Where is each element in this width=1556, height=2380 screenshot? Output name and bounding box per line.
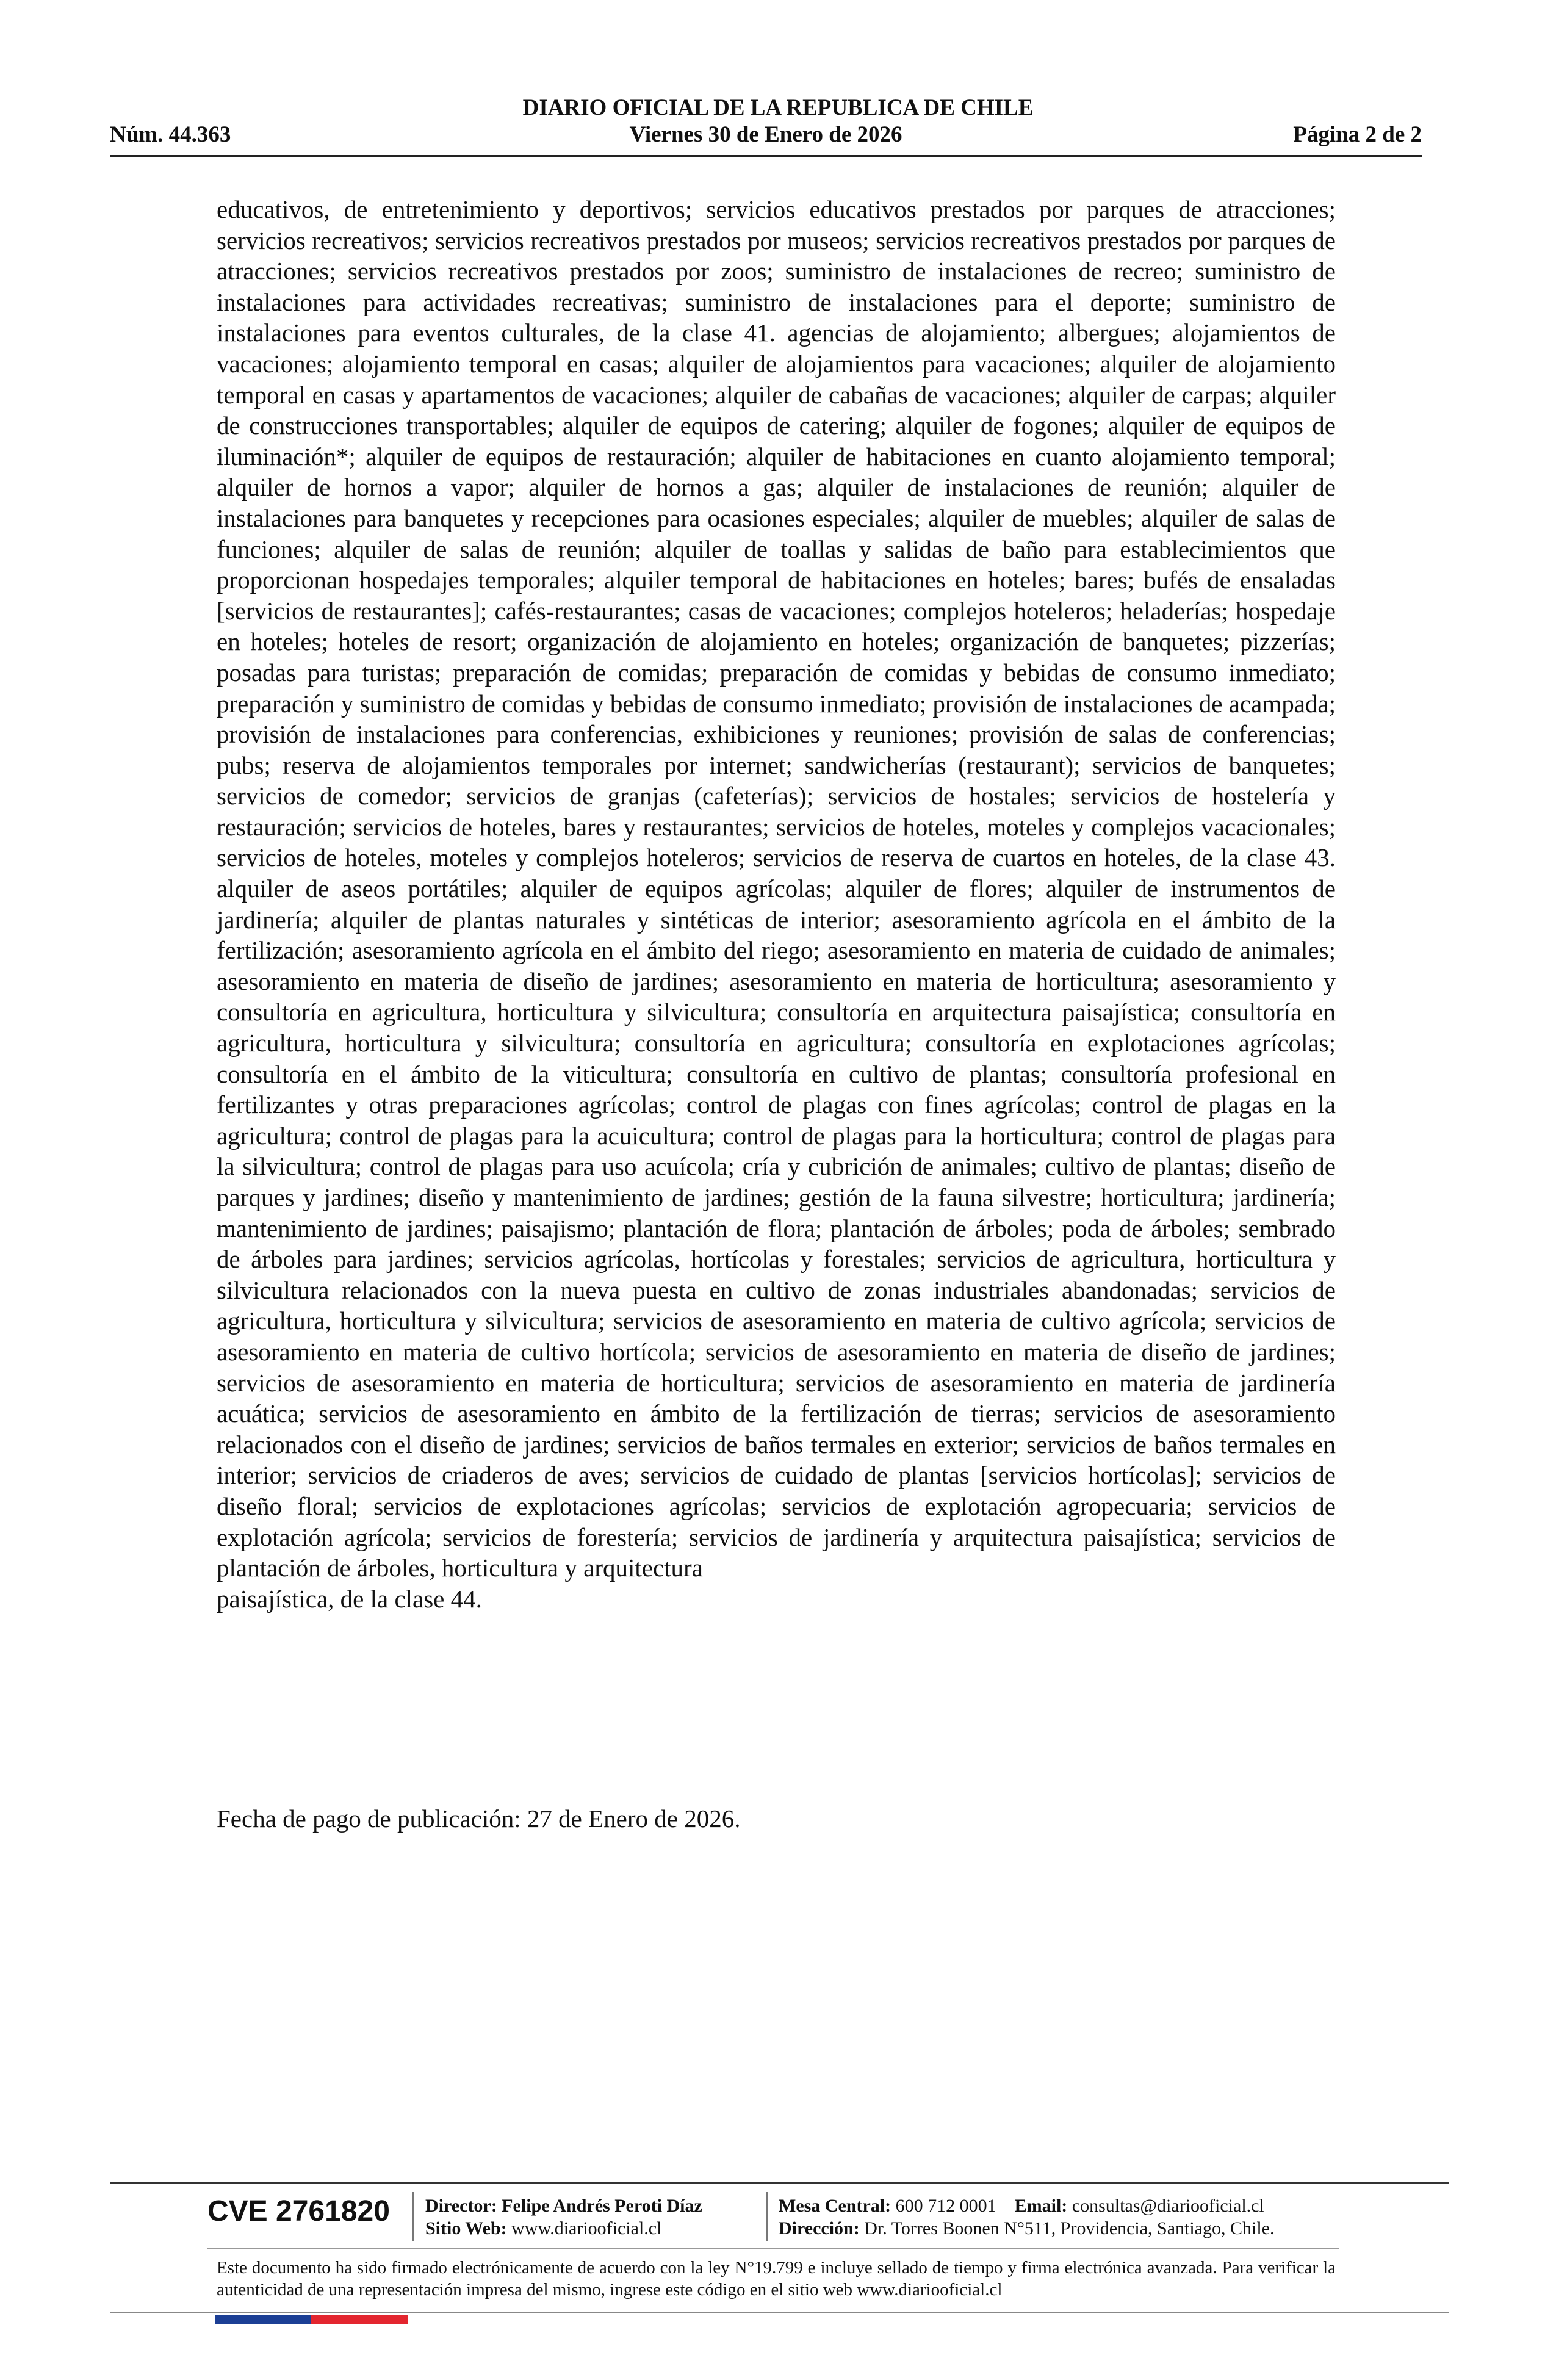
newspaper-title: DIARIO OFICIAL DE LA REPUBLICA DE CHILE	[522, 95, 1034, 120]
footer-divider-bottom	[110, 2312, 1449, 2313]
chile-flag-stripe	[215, 2315, 408, 2324]
email-link[interactable]: consultas@diariooficial.cl	[1072, 2196, 1264, 2216]
footer-separator	[412, 2192, 414, 2241]
header-row	[110, 121, 1422, 151]
page-indicator: Página 2 de 2	[1293, 122, 1422, 147]
footer-divider-mid	[207, 2248, 1339, 2249]
site-link[interactable]: www.diariooficial.cl	[511, 2218, 662, 2238]
body-paragraph-tail: paisajística, de la clase 44.	[217, 1584, 482, 1613]
site-label: Sitio Web:	[425, 2218, 507, 2238]
director-name: Felipe Andrés Peroti Díaz	[502, 2196, 702, 2216]
payment-date-line: Fecha de pago de publicación: 27 de Enero de 2026.	[217, 1805, 741, 1833]
mesa-phone: 600 712 0001	[895, 2196, 996, 2216]
director-label: Director:	[425, 2196, 497, 2216]
issue-date: Viernes 30 de Enero de 2026	[629, 122, 902, 147]
signature-disclaimer: Este documento ha sido firmado electrónicamente de acuerdo con la ley N°19.799 e incluye sellado de tiempo y firma electrónica avanzada. Para verificar la autenticidad de una representación impresa del mismo, ingrese este código en el sitio web www.diariooficial.cl	[217, 2258, 1336, 2299]
footer-contact-block	[779, 2194, 1275, 2240]
mesa-label: Mesa Central:	[779, 2196, 891, 2216]
footer-director-block	[425, 2194, 702, 2240]
body-paragraph: educativos, de entretenimiento y deportivos; servicios educativos prestados por parques de atracciones; servicios recreativos; servicios recreativos prestados por museos; servicios recreativos prestados por parques de atracciones; servicios recreativos prestados por zoos; suministro de instalaciones de recreo; suministro de instalaciones para actividades recreativas; suministro de instalaciones para el deporte; suministro de instalaciones para eventos culturales, de la clase 41. agencias de alojamiento; albergues; alojamientos de vacaciones; alojamiento temporal en casas; alquiler de alojamientos para vacaciones; alquiler de alojamiento temporal en casas y apartamentos de vacaciones; alquiler de cabañas de vacaciones; alquiler de carpas; alquiler de construcciones transportables; alquiler de equipos de catering; alquiler de fogones; alquiler de equipos de iluminación*; alquiler de equipos de restauración; alquiler de habitaciones en cuanto alojamiento temporal; alquiler de hornos a vapor; alquiler de hornos a gas; alquiler de instalaciones de reunión; alquiler de instalaciones para banquetes y recepciones para ocasiones especiales; alquiler de muebles; alquiler de salas de funciones; alquiler de salas de reunión; alquiler de toallas y salidas de baño para establecimientos que proporcionan hospedajes temporales; alquiler temporal de habitaciones en hoteles; bares; bufés de ensaladas [servicios de restaurantes]; cafés-restaurantes; casas de vacaciones; complejos hoteleros; heladerías; hospedaje en hoteles; hoteles de resort; organización de alojamiento en hoteles; organización de banquetes; pizzerías; posadas para turistas; preparación de comidas; preparación de comidas y bebidas de consumo inmediato; preparación y suministro de comidas y bebidas de consumo inmediato; provisión de instalaciones de acampada; provisión de instalaciones para conferencias, exhibiciones y reuniones; provisión de salas de conferencias; pubs; reserva de alojamientos temporales por internet; sandwicherías (restaurant); servicios de banquetes; servicios de comedor; servicios de granjas (cafeterías); servicios de hostales; servicios de hostelería y restauración; servicios de hoteles, bares y restaurantes; servicios de hoteles, moteles y complejos vacacionales; servicios de hoteles, moteles y complejos hoteleros; servicios de reserva de cuartos en hoteles, de la clase 43. alquiler de aseos portátiles; alquiler de equipos agrícolas; alquiler de flores; alquiler de instrumentos de jardinería; alquiler de plantas naturales y sintéticas de interior; asesoramiento agrícola en el ámbito de la fertilización; asesoramiento agrícola en el ámbito del riego; asesoramiento en materia de cuidado de animales; asesoramiento en materia de diseño de jardines; asesoramiento en materia de horticultura; asesoramiento y consultoría en agricultura, horticultura y silvicultura; consultoría en arquitectura paisajística; consultoría en agricultura, horticultura y silvicultura; consultoría en agricultura; consultoría en explotaciones agrícolas; consultoría en el ámbito de la viticultura; consultoría en cultivo de plantas; consultoría profesional en fertilizantes y otras preparaciones agrícolas; control de plagas con fines agrícolas; control de plagas en la agricultura; control de plagas para la acuicultura; control de plagas para la horticultura; control de plagas para la silvicultura; control de plagas para uso acuícola; cría y cubrición de animales; cultivo de plantas; diseño de parques y jardines; diseño y mantenimiento de jardines; gestión de la fauna silvestre; horticultura; jardinería; mantenimiento de jardines; paisajismo; plantación de flora; plantación de árboles; poda de árboles; sembrado de árboles para jardines; servicios agrícolas, hortícolas y forestales; servicios de agricultura, horticultura y silvicultura relacionados con la nueva puesta en cultivo de zonas industriales abandonadas; servicios de agricultura, horticultura y silvicultura; servicios de asesoramiento en materia de cultivo agrícola; servicios de asesoramiento en materia de cultivo hortícola; servicios de asesoramiento en materia de diseño de jardines; servicios de asesoramiento en materia de horticultura; servicios de asesoramiento en materia de jardinería acuática; servicios de asesoramiento en ámbito de la fertilización de tierras; servicios de asesoramiento relacionados con el diseño de jardines; servicios de baños termales en exterior; servicios de baños termales en interior; servicios de criaderos de aves; servicios de cuidado de plantas [servicios hortícolas]; servicios de diseño floral; servicios de explotaciones agrícolas; servicios de explotación agropecuaria; servicios de explotación agrícola; servicios de forestería; servicios de jardinería y arquitectura paisajística; servicios de plantación de árboles, horticultura y arquitectura	[217, 195, 1336, 1582]
flag-red-stripe	[311, 2315, 408, 2324]
header-divider	[110, 155, 1422, 157]
address-value: Dr. Torres Boonen N°511, Providencia, Santiago, Chile.	[864, 2218, 1275, 2238]
address-label: Dirección:	[779, 2218, 860, 2238]
body-text	[217, 194, 1336, 1614]
email-label: Email:	[1014, 2196, 1068, 2216]
footer-divider-top	[110, 2182, 1449, 2184]
flag-blue-stripe	[215, 2315, 311, 2324]
footer-separator	[766, 2192, 768, 2241]
issue-number: Núm. 44.363	[110, 122, 231, 147]
cve-code: CVE 2761820	[207, 2195, 390, 2227]
